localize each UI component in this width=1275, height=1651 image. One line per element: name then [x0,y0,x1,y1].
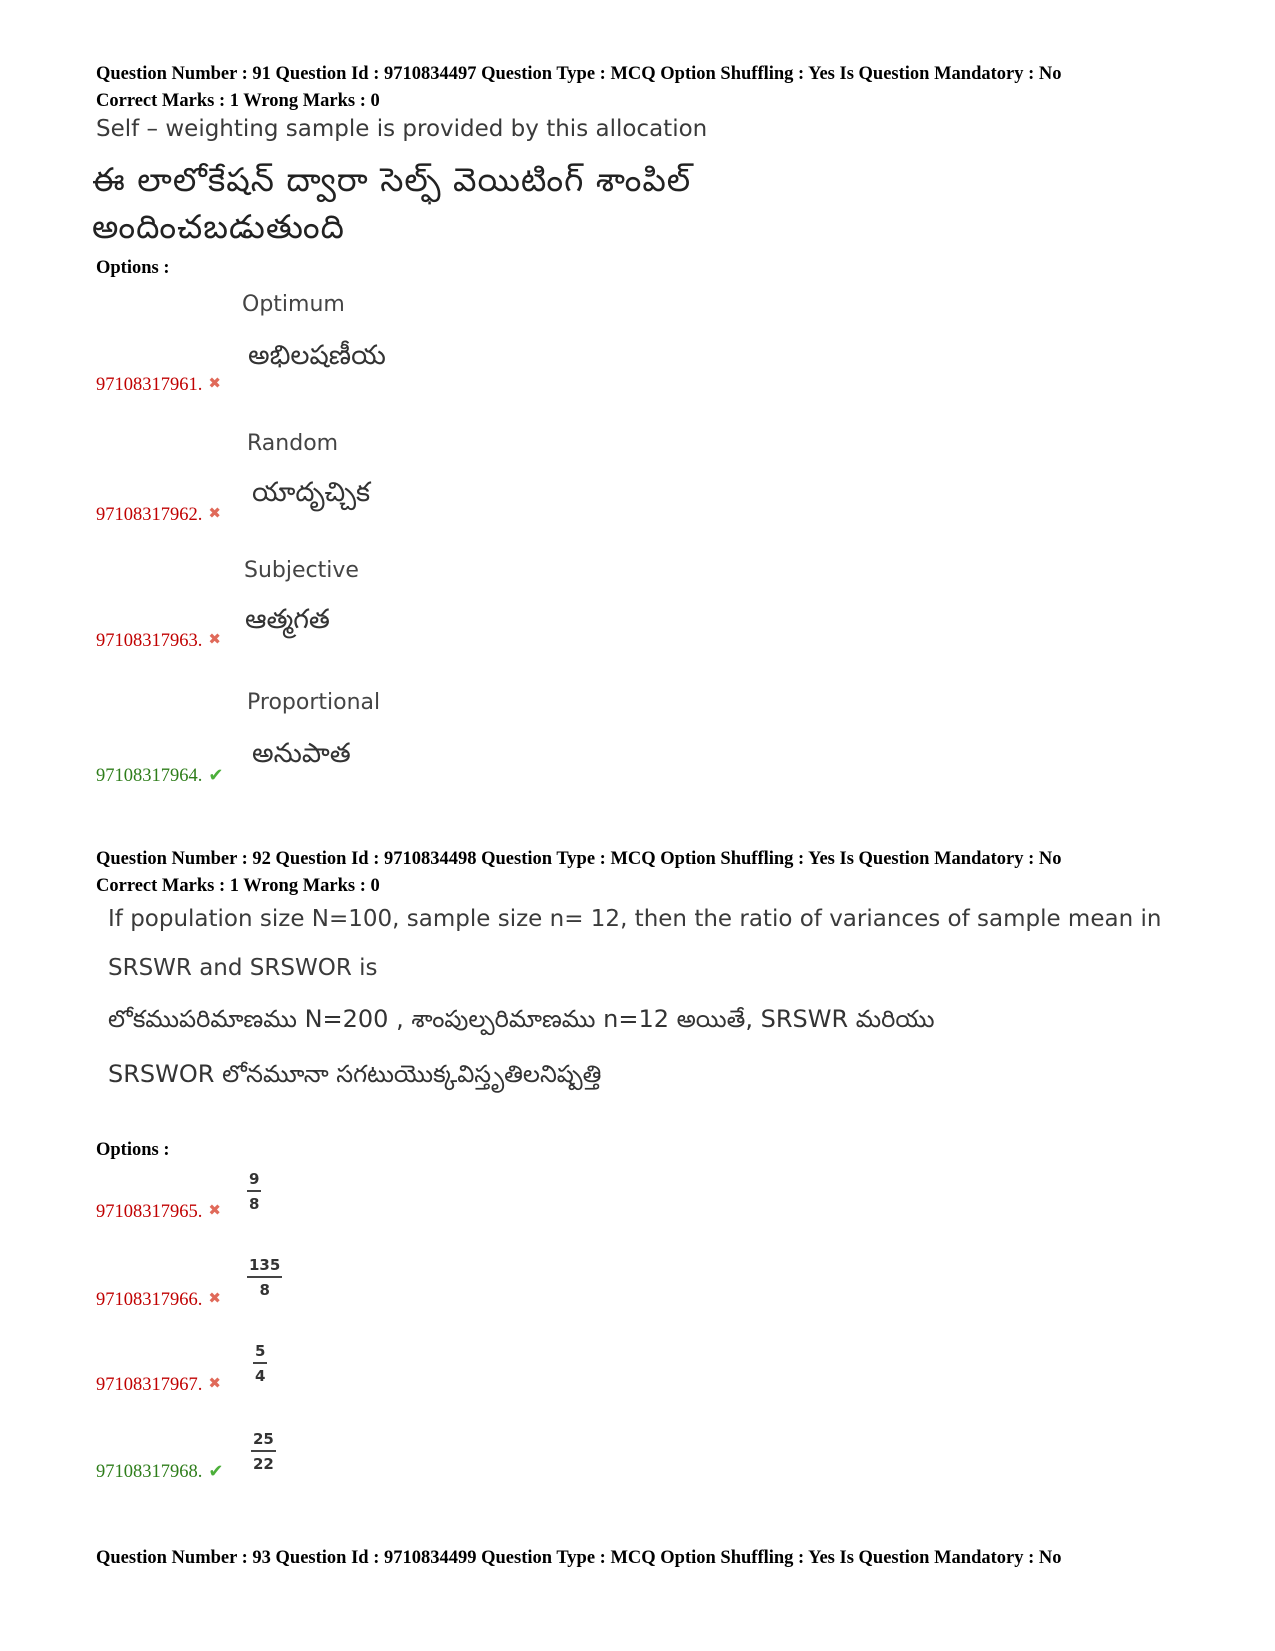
option-id: 97108317966. [96,1290,203,1310]
q92-option-4-fraction [251,1430,276,1473]
fraction-numerator: 25 [251,1430,276,1452]
cross-icon: ✖ [208,630,221,648]
q92-option-4[interactable] [96,1461,223,1483]
cross-icon: ✖ [208,1289,221,1307]
q92-option-3-fraction [253,1342,267,1385]
q92-text-te-2: SRSWOR లోనమూనా సగటుయొక్కవిస్తృతిలనిష్పత్తి [108,1060,602,1088]
fraction-numerator: 135 [247,1256,282,1278]
q91-text-en: Self – weighting sample is provided by this allocation [96,116,708,142]
cross-icon: ✖ [208,504,221,522]
q91-option-4-te: అనుపాత [252,738,351,769]
q91-option-1-en: Optimum [242,292,345,317]
fraction-denominator: 8 [249,1195,260,1213]
q92-option-3[interactable] [96,1374,221,1396]
fraction-denominator: 8 [259,1281,270,1299]
q91-text-te-1: ఈ లాలోకేషన్ ద్వారా సెల్ఫ్ వెయిటింగ్ శాంపిల్ [92,160,692,199]
option-id: 97108317961. [96,375,203,395]
fraction-numerator: 5 [253,1342,267,1364]
q92-options-label: Options : [96,1140,170,1160]
q92-option-2[interactable] [96,1289,221,1311]
q92-option-2-fraction [247,1256,282,1299]
option-id: 97108317964. [96,766,203,786]
q92-text-en-2: SRSWR and SRSWOR is [108,955,378,981]
q91-text-te-2: అందించబడుతుంది [92,207,345,246]
q91-options-label: Options : [96,258,170,278]
q91-option-3-te: ఆత్మగత [245,604,330,635]
option-id: 97108317967. [96,1375,203,1395]
q92-option-1-fraction [247,1170,261,1213]
fraction-denominator: 22 [253,1455,274,1473]
q93-header: Question Number : 93 Question Id : 9710834499 Question Type : MCQ Option Shuffling : Yes Is Question Mandatory : No [96,1548,1062,1568]
q91-header: Question Number : 91 Question Id : 9710834497 Question Type : MCQ Option Shuffling : Yes Is Question Mandatory : No [96,64,1062,84]
q91-option-3-en: Subjective [244,558,359,583]
q91-option-2[interactable] [96,504,221,526]
q92-option-1[interactable] [96,1201,221,1223]
q91-option-1-te: అభిలషణీయ [248,340,386,371]
cross-icon: ✖ [208,1201,221,1219]
q92-text-te-1: లోకముపరిమాణము N=200 , శాంపుల్పరిమాణము n=12 అయితే, SRSWR మరియు [108,1005,935,1033]
option-id: 97108317968. [96,1462,203,1482]
cross-icon: ✖ [208,374,221,392]
check-icon: ✔ [208,1461,224,1482]
check-icon: ✔ [208,765,224,786]
cross-icon: ✖ [208,1374,221,1392]
q91-option-3[interactable] [96,630,221,652]
option-id: 97108317965. [96,1202,203,1222]
option-id: 97108317963. [96,631,203,651]
q91-option-2-en: Random [247,431,339,456]
q92-marks: Correct Marks : 1 Wrong Marks : 0 [96,876,380,896]
q91-marks: Correct Marks : 1 Wrong Marks : 0 [96,91,380,111]
q91-option-1[interactable] [96,374,221,396]
q91-option-4-en: Proportional [247,690,381,715]
q91-option-2-te: యాదృచ్చిక [252,477,371,508]
fraction-denominator: 4 [255,1367,266,1385]
q91-option-4[interactable] [96,765,223,787]
option-id: 97108317962. [96,505,203,525]
fraction-numerator: 9 [247,1170,261,1192]
q92-text-en-1: If population size N=100, sample size n= 12, then the ratio of variances of sample mean in [108,906,1162,932]
q92-header: Question Number : 92 Question Id : 9710834498 Question Type : MCQ Option Shuffling : Yes Is Question Mandatory : No [96,849,1062,869]
